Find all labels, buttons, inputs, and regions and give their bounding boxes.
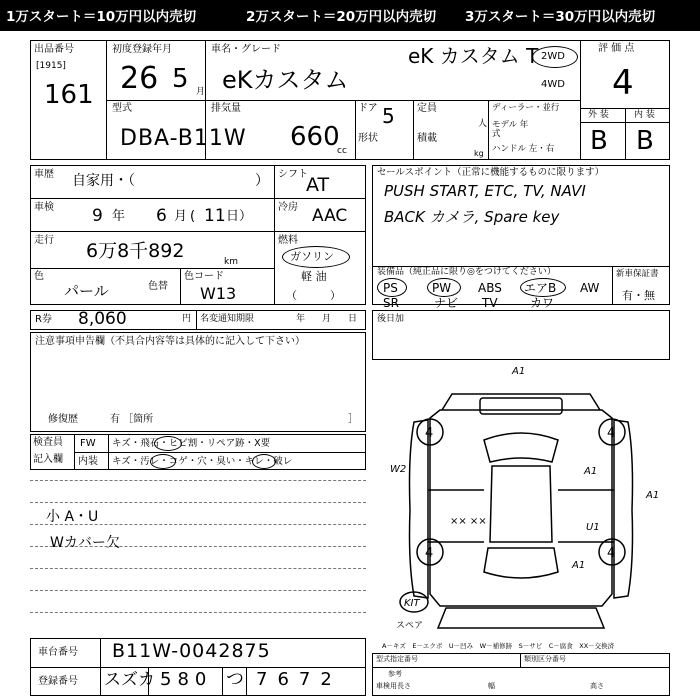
equipment-label: 装備品（純正品に限り◎をつけてください） <box>377 267 556 277</box>
vehicle-grade: eK カスタム T <box>408 44 539 68</box>
fuel-other: （ ） <box>286 289 341 302</box>
displacement-value: 660 <box>290 122 340 152</box>
equipment-item: エアB <box>524 281 557 295</box>
plate-class: 580 <box>160 669 213 690</box>
inspection-day-unit: 日） <box>226 209 253 224</box>
car-damage-diagram <box>372 362 670 640</box>
tire-mark-fr: 4 <box>607 426 616 441</box>
chassis-label: 車台番号 <box>38 647 78 658</box>
fw-items: キズ・飛石・ヒビ割・リペア跡・X要 <box>112 438 271 449</box>
warranty-label: 新車保証書 <box>616 269 659 279</box>
car-rear-window <box>484 548 558 578</box>
color-label: 色 <box>34 271 44 282</box>
drive-4wd: 4WD <box>541 79 565 90</box>
spare-label: スペア <box>396 621 424 631</box>
equipment-item: カワ <box>530 296 555 310</box>
later-add-label: 後日加 <box>377 314 405 324</box>
damage-code-right: A1 <box>584 466 598 477</box>
history-label: 車歴 <box>34 169 54 180</box>
lot-label: 出品番号 <box>34 44 74 55</box>
interior-score: B <box>636 126 654 156</box>
equipment-item: TV <box>482 296 498 310</box>
damage-code-far-right: A1 <box>646 490 660 501</box>
inspector-label: 検査員 <box>33 437 63 448</box>
car-top-window <box>480 398 562 414</box>
doors-label: ドア <box>358 103 378 114</box>
interior-label: 内 装 <box>634 110 655 120</box>
car-left-side <box>410 420 429 598</box>
fuel-gasoline: ガソリン <box>290 250 334 263</box>
banner-rule-3: 3万スタート＝30万円以内売切 <box>465 9 656 25</box>
selling-points-line1: PUSH START, ETC, TV, NAVI <box>384 182 586 200</box>
inspection-year: 9 <box>92 206 103 226</box>
exterior-label: 外 装 <box>588 110 609 120</box>
damage-code-rear-right: U1 <box>586 522 600 533</box>
kit-mark: KIT <box>404 598 420 609</box>
inspection-label: 車検 <box>34 202 54 213</box>
displacement-unit: cc <box>337 146 347 156</box>
recycle-value: 8,060 <box>78 309 127 329</box>
repair-label: 修復歴 <box>48 414 78 425</box>
repaint-label: 色替 <box>148 281 168 292</box>
equipment-item: SR <box>383 296 399 310</box>
inspection-year-unit: 年 <box>112 209 126 224</box>
color-code-label: 色コード <box>184 271 224 282</box>
load-label: 積載 <box>417 133 437 144</box>
equipment-item: ABS <box>478 281 502 295</box>
type-label: 型式 <box>112 103 132 114</box>
ref-type-number: 型式指定番号 <box>376 655 418 663</box>
notice-label: 名変通知期限 <box>200 314 255 324</box>
capacity-unit: 人 <box>478 119 488 129</box>
vehicle-name: eKカスタム <box>222 66 349 94</box>
remark-line-2: Wカバー欠 <box>50 535 120 551</box>
load-unit: kg <box>474 149 484 158</box>
ref-length: 車検用長さ <box>376 682 411 690</box>
later-add-box <box>372 310 670 360</box>
inspection-month: 6 <box>156 206 167 226</box>
lot-code: [1915] <box>36 61 66 71</box>
car-rear-view <box>438 608 604 628</box>
ref-note: 参考 <box>388 670 402 678</box>
auction-sheet: 1万スタート＝10万円以内売切 2万スタート＝20万円以内売切 3万スタート＝30万円以内売切 出品番号 [1915] 161 初度登録年月 26 5 月 車名・グレード eKカスタム eK カスタム T 2WD 4WD 型式 DBA-B11W 排気量 660 cc ドア 5 形状 定員 人 積載 kg ディーラー・並行 モデル 年式 ハンドル 左・右 評 価 点 4 外 装 内 装 B B 車歴 自家用・（ ） 車検 9 年 6 月 ( 11 日） 走行 6万8千892 km 色 パール 色替 色コード W13 シフト AT 冷房 AAC 燃料 ガソリン 軽 油 （ ） セールスポイント（正常に機能するものに限ります） PUSH START, ETC, TV, NAVI BACK カメラ, Spare key 装備品（純正品に限り◎をつけてください） PS PW ABS エアB AW SR ナビ TV カワ 新車保証書 有・無 R券 8,060 円 名変通知期限 年 月 日 後日加 注意事項申告欄（不具合内容等は具体的に記入して下さい） 修復歴 有 ［箇所 ］ 検査員 記入欄 FW キズ・飛石・ヒビ割・リペア跡・X要 内装 キズ・汚レ・コゲ・穴・臭い・キレ・破レ 小 A・U Wカバー欠 4 4 4 4 A1 W2 A1 A1 U1 ×× ×× A1 KIT スペア A－キズ E－エクボ U－凹み W－補修跡 S－サビ C－腐食 XX－交換済 車台番号 B11W-0042875 登録番号 スズカ 580 つ 7672 型式指定番号 類別区分番号 参考 車検用長さ 幅 高さ <box>0 0 700 700</box>
handle-label: ハンドル 左・右 <box>492 144 555 154</box>
tire-mark-rr: 4 <box>607 546 616 561</box>
damage-legend: A－キズ E－エクボ U－凹み W－補修跡 S－サビ C－腐食 XX－交換済 <box>382 642 615 650</box>
odor-circle <box>252 454 276 469</box>
history-close: ） <box>255 173 269 189</box>
vehicle-label: 車名・グレード <box>211 44 281 55</box>
chassis-value: B11W-0042875 <box>112 640 271 662</box>
notice-day-unit: 日 <box>348 314 358 324</box>
ac-label: 冷房 <box>278 202 298 213</box>
notice-year-unit: 年 <box>296 314 306 324</box>
capacity-label: 定員 <box>417 103 437 114</box>
car-cabin <box>490 466 552 542</box>
mileage-label: 走行 <box>34 235 54 246</box>
registration-year: 26 <box>120 61 159 96</box>
interior-check-label: 内装 <box>78 456 98 467</box>
plate-number: 7672 <box>256 669 342 690</box>
registration-month-unit: 月 <box>196 87 206 97</box>
dirt-circle <box>150 454 176 469</box>
banner-rule-2: 2万スタート＝20万円以内売切 <box>246 9 437 25</box>
banner <box>0 0 700 31</box>
damage-code-rear: A1 <box>572 560 586 571</box>
ref-class-number: 類別区分番号 <box>524 655 566 663</box>
mileage-value: 6万8千892 <box>86 240 185 262</box>
ref-height: 高さ <box>590 682 604 690</box>
car-windshield <box>484 433 558 462</box>
repair-close: ］ <box>348 414 358 425</box>
color-value: パール <box>64 282 109 300</box>
score-label: 評 価 点 <box>598 43 635 54</box>
shift-value: AT <box>306 174 330 196</box>
inspection-month-unit: 月 <box>174 209 188 224</box>
plate-area: スズカ <box>104 670 155 690</box>
equipment-item: PS <box>383 281 398 295</box>
history-value: 自家用・（ <box>72 173 135 189</box>
notes-block <box>30 332 366 432</box>
mileage-unit: km <box>224 257 238 267</box>
lot-number: 161 <box>44 80 94 110</box>
notes-label: 注意事項申告欄（不具合内容等は具体的に記入して下さい） <box>35 336 305 347</box>
equipment-item: ナビ <box>434 296 459 310</box>
fuel-label: 燃料 <box>278 235 298 246</box>
plate-label: 登録番号 <box>38 676 78 687</box>
shape-label: 形状 <box>358 133 378 144</box>
type-value: DBA-B11W <box>120 126 247 151</box>
exterior-score: B <box>590 126 608 156</box>
doors-value: 5 <box>382 104 395 128</box>
score-value: 4 <box>612 63 634 103</box>
remark-line-1: 小 A・U <box>46 509 99 525</box>
stone-chip-circle <box>154 436 182 451</box>
damage-code-left: W2 <box>390 464 407 475</box>
fw-label: FW <box>80 438 96 449</box>
notice-month-unit: 月 <box>322 314 332 324</box>
fuel-diesel: 軽 油 <box>301 270 327 283</box>
warranty-value: 有・無 <box>622 289 655 302</box>
plate-kana: つ <box>226 669 244 690</box>
equipment-item: AW <box>580 281 600 295</box>
car-body-outline <box>430 410 612 606</box>
damage-code-rear-left: ×× ×× <box>450 516 487 527</box>
car-right-side <box>614 420 633 598</box>
tire-mark-fl: 4 <box>425 426 434 441</box>
interior-items: キズ・汚レ・コゲ・穴・臭い・キレ・破レ <box>112 456 293 467</box>
car-top-roof <box>442 394 600 410</box>
repair-value: 有 ［箇所 <box>110 414 154 425</box>
record-label: 記入欄 <box>33 454 63 465</box>
displacement-label: 排気量 <box>211 103 241 114</box>
registration-month: 5 <box>172 64 189 94</box>
selling-points-line2: BACK カメラ, Spare key <box>384 208 560 226</box>
ref-width: 幅 <box>488 682 495 690</box>
tire-mark-rl: 4 <box>425 546 434 561</box>
damage-code-roof: A1 <box>512 366 526 377</box>
drive-2wd: 2WD <box>541 51 565 62</box>
equipment-item: PW <box>432 281 452 295</box>
recycle-unit: 円 <box>182 314 192 324</box>
inspection-day: 11 <box>204 206 226 226</box>
recycle-label: R券 <box>35 314 52 325</box>
shift-label: シフト <box>278 169 308 180</box>
dealer-label: ディーラー・並行 <box>492 103 560 113</box>
model-year-label: モデル 年式 <box>492 120 529 139</box>
ac-value: AAC <box>312 206 348 226</box>
selling-points-label: セールスポイント（正常に機能するものに限ります） <box>377 167 605 178</box>
color-code-value: W13 <box>200 284 237 303</box>
registration-label: 初度登録年月 <box>112 44 172 55</box>
banner-rule-1: 1万スタート＝10万円以内売切 <box>6 9 197 25</box>
